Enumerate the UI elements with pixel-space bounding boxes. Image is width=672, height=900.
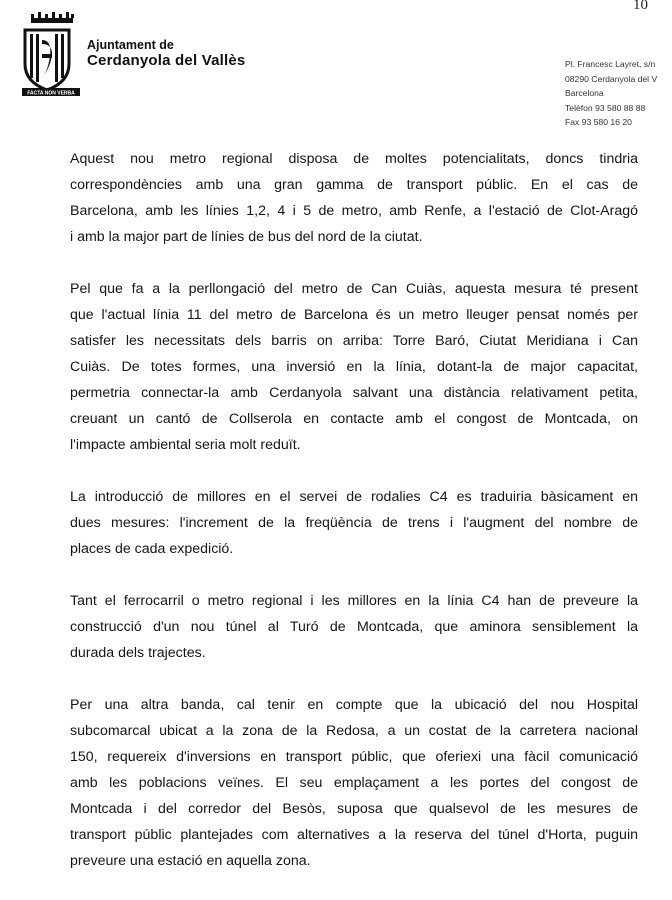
text-line: que l'actual línia 11 del metro de Barcelona és un metro lleuger pensat només per [70,307,638,323]
text-line: l'impacte ambiental seria molt reduït. [70,437,301,453]
logo-motto: FACTA NON VERBA [27,90,75,97]
address-line: Pl. Francesc Layret, s/n [565,59,656,69]
text-line: creuant un cantó de Collserola en contacte amb el congost de Montcada, on [70,411,638,427]
paragraph [70,276,638,458]
text-line: transport públic plantejades com alternatives a la reserva del túnel d'Horta, puguin [70,827,638,843]
org-name-line1: Ajuntament de [87,38,174,52]
text-line: Montcada i del corredor del Besòs, suposa que qualsevol de les mesures de [70,801,638,817]
text-line: permetria connectar-la amb Cerdanyola salvant una distància relativament petita, [70,385,638,401]
paragraph [70,588,638,666]
text-line: Tant el ferrocarril o metro regional i les millores en la línia C4 han de preveure la [70,593,638,609]
fax-line: Fax 93 580 16 20 [565,117,632,127]
address-line: Barcelona [565,88,604,98]
document-body [70,146,638,900]
text-line: Cuiàs. De totes formes, una inversió en la línia, dotant-la de major capacitat, [70,359,638,375]
address-block [565,57,657,130]
text-line: Aquest nou metro regional disposa de moltes potencialitats, doncs tindria [70,151,638,167]
text-line: i amb la major part de línies de bus del nord de la ciutat. [70,229,423,245]
phone-line: Telèfon 93 580 88 88 [565,102,646,113]
paragraph [70,484,638,562]
page-number: 10 [633,0,648,13]
paragraph [70,692,638,874]
text-line: Per una altra banda, cal tenir en compte que la ubicació del nou Hospital [70,697,638,713]
text-line: places de cada expedició. [70,541,234,557]
text-line: correspondències amb una gran gamma de transport públic. En el cas de [70,177,638,193]
org-name-line2: Cerdanyola del Vallès [87,52,246,70]
organization-name [87,38,245,70]
text-line: amb les poblacions veïnes. El seu emplaçament a les portes del congost de [70,775,638,791]
text-line: subcomarcal ubicat a la zona de la Redosa, a un costat de la carretera nacional [70,723,638,739]
text-line: satisfer les necessitats dels barris on arriba: Torre Baró, Ciutat Meridiana i Can [70,333,638,349]
text-line: dues mesures: l'increment de la freqüència de trens i l'augment del nombre de [70,515,638,531]
text-line: construcció d'un nou túnel al Turó de Montcada, que aminora sensiblement la [70,619,638,635]
address-line: 08290 Cerdanyola del V [565,73,658,84]
text-line: preveure una estació en aquella zona. [70,853,311,869]
text-line: Barcelona, amb les línies 1,2, 4 i 5 de metro, amb Renfe, a l'estació de Clot-Aragó [70,203,638,219]
text-line: durada dels trajectes. [70,645,206,661]
paragraph [70,146,638,250]
text-line: 150, requereix d'inversions en transport públic, que oferiexi una fàcil comunicació [70,749,638,765]
coat-of-arms-logo [22,12,80,98]
text-line: Pel que fa a la perllongació del metro de Can Cuiàs, aquesta mesura té present [70,281,638,297]
text-line: La introducció de millores en el servei de rodalies C4 es traduiria bàsicament en [70,489,638,505]
